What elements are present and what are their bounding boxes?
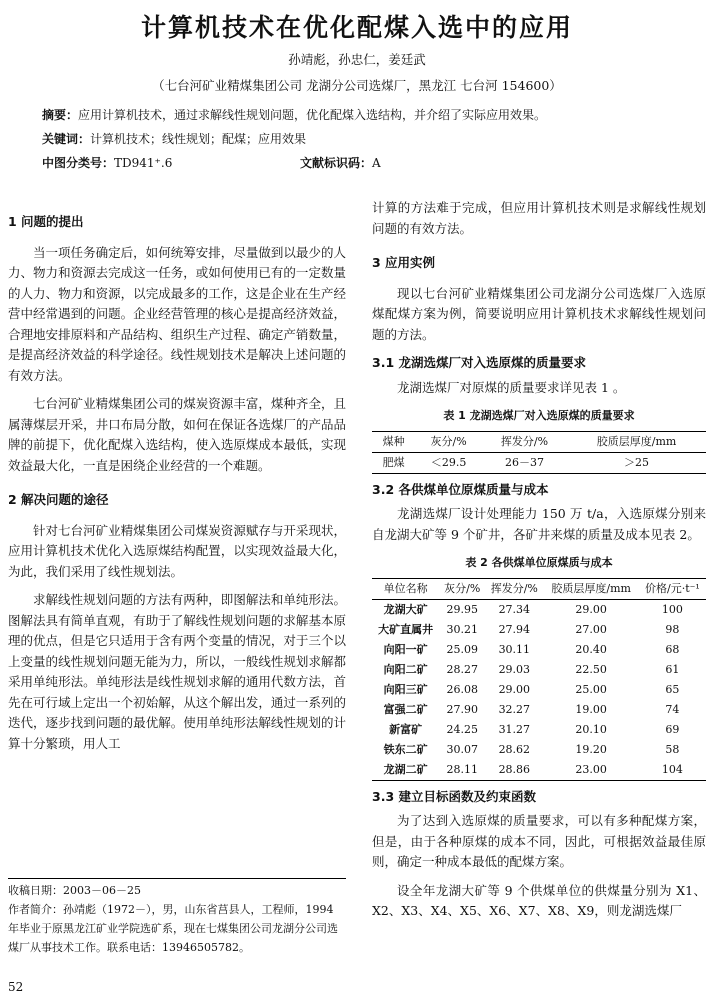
table-cell: ＜29.5 xyxy=(430,455,467,469)
continued-paragraph: 计算的方法难于完成，但应用计算机技术则是求解线性规划问题的有效方法。 xyxy=(372,200,706,236)
table-cell: 65 xyxy=(665,682,680,696)
table-cell: 27.90 xyxy=(446,702,478,716)
section-3-3-heading: 3.3 建立目标函数及约束函数 xyxy=(372,788,536,804)
section-1-heading: 1 问题的提出 xyxy=(8,214,84,229)
doc-code-value: A xyxy=(372,156,381,170)
unit-name-cell: 富强二矿 xyxy=(383,702,428,716)
table-cell: 30.21 xyxy=(446,622,478,636)
abstract-label: 摘要： xyxy=(42,108,79,122)
right-column xyxy=(372,198,706,930)
table-row xyxy=(372,620,706,640)
section-3-3-paragraph: 为了达到入选原煤的质量要求，可以有多种配煤方案，但是，由于各种原煤的成本不同，因此，可根据效益最佳原则，确定一种成本最低的配煤方案。 xyxy=(372,813,706,869)
keywords-text: 计算机技术；线性规划；配煤；应用效果 xyxy=(90,132,307,146)
affiliation: （七台河矿业精煤集团公司 龙湖分公司选煤厂，黑龙江 七台河 154600） xyxy=(152,78,562,93)
table-cell: 22.50 xyxy=(575,662,607,676)
table-cell: 25.09 xyxy=(446,642,478,656)
unit-name-cell: 新富矿 xyxy=(389,722,423,736)
table-cell: 28.11 xyxy=(446,762,478,776)
page-number: 52 xyxy=(8,980,24,994)
footnote xyxy=(8,878,346,957)
unit-name-cell: 龙湖二矿 xyxy=(383,762,428,776)
section-3-1-heading: 3.1 龙湖选煤厂对入选原煤的质量要求 xyxy=(372,355,586,370)
table-cell: 26－37 xyxy=(505,455,545,469)
table-cell: ＞25 xyxy=(624,455,650,469)
table-cell: 29.95 xyxy=(446,602,478,616)
table-header: 价格/元·t⁻¹ xyxy=(639,578,706,599)
table-cell: 31.27 xyxy=(498,722,531,736)
clc-label: 中图分类号： xyxy=(42,156,115,170)
table-cell: 19.00 xyxy=(575,702,607,716)
authors: 孙靖彪，孙忠仁，姜廷武 xyxy=(288,52,426,67)
table-cell: 74 xyxy=(665,702,680,716)
section-1-paragraph: 七台河矿业精煤集团公司的煤炭资源丰富，煤种齐全，且属薄煤层开采，井口布局分散，如何在保证各选煤厂的产品品牌的前提下，优化配煤入选结构，使入选原煤成本最低，实现效益最大化，一直是困绕企业经营的一个难题。 xyxy=(8,396,346,473)
table-cell: 28.27 xyxy=(446,662,478,676)
unit-name-cell: 向阳一矿 xyxy=(383,642,428,656)
doc-code-label: 文献标识码： xyxy=(299,156,372,170)
table-header: 灰分/% xyxy=(439,578,485,599)
unit-name-cell: 大矿直属井 xyxy=(378,622,434,636)
table-cell: 肥煤 xyxy=(382,455,405,469)
classification xyxy=(42,152,702,174)
table-cell: 69 xyxy=(665,722,680,736)
table-row xyxy=(372,720,706,740)
page-title: 计算机技术在优化配煤入选中的应用 xyxy=(140,13,573,42)
table-header: 挥发分/% xyxy=(482,431,567,452)
table-cell: 29.03 xyxy=(498,662,531,676)
table-cell: 25.00 xyxy=(575,682,607,696)
unit-name-cell: 龙湖大矿 xyxy=(383,602,428,616)
section-3-1-paragraph: 龙湖选煤厂对原煤的质量要求详见表 1 。 xyxy=(397,379,626,395)
author-bio: 作者简介：孙靖彪（1972－），男，山东省莒县人，工程师，1994 年毕业于原黑龙江矿业学院选矿系，现在七煤集团公司龙湖分公司选煤厂从事技术工作。联系电话：13946505782。 xyxy=(8,903,338,954)
unit-name-cell: 向阳二矿 xyxy=(383,662,428,676)
table-cell: 29.00 xyxy=(575,602,607,616)
table-cell: 58 xyxy=(665,742,680,756)
table-row xyxy=(372,660,706,680)
table-header: 挥发分/% xyxy=(485,578,543,599)
table-cell: 19.20 xyxy=(575,742,607,756)
table-cell: 104 xyxy=(661,762,683,776)
table-header: 单位名称 xyxy=(372,578,439,599)
left-column xyxy=(8,198,346,762)
table-header: 胶质层厚度/mm xyxy=(567,431,706,452)
unit-name-cell: 铁东二矿 xyxy=(383,742,428,756)
section-2-heading: 2 解决问题的途径 xyxy=(8,492,109,507)
section-3-2-paragraph: 龙湖选煤厂设计处理能力 150 万 t/a，入选原煤分别来自龙湖大矿等 9 个矿井，各矿井来煤的质量及成本见表 2。 xyxy=(372,506,706,542)
table-cell: 98 xyxy=(665,622,680,636)
table-cell: 26.08 xyxy=(446,682,478,696)
unit-name-cell: 向阳三矿 xyxy=(383,682,428,696)
abstract-text: 应用计算机技术，通过求解线性规划问题，优化配煤入选结构，并介绍了实际应用效果。 xyxy=(78,108,547,122)
table-cell: 28.62 xyxy=(498,742,531,756)
table-cell: 30.07 xyxy=(446,742,478,756)
table-row xyxy=(372,740,706,760)
table-cell: 100 xyxy=(661,602,683,616)
table-cell: 30.11 xyxy=(498,642,531,656)
section-2-paragraph: 求解线性规划问题的方法有两种，即图解法和单纯形法。图解法具有简单直观，有助于了解线性规划问题的求解基本原理的优点，但是它只适用于含有两个变量的情况，对于三个以上变量的线性规划问题无能为力，所以，一般线性规划求解都采用单纯形法。单纯形法是线性规划求解的通用代数方法，首先在可行域上定出一个初始解，从这个解出发，通过一系列的迭代，逐步找到问题的最优解。使用单纯形法解线性规划的计算十分繁琐，用人工 xyxy=(8,592,346,751)
table-cell: 20.10 xyxy=(575,722,607,736)
table-cell: 20.40 xyxy=(575,642,607,656)
table-1 xyxy=(372,431,706,474)
section-3-3-paragraph: 设全年龙湖大矿等 9 个供煤单位的供煤量分别为 X1、X2、X3、X4、X5、X6、X7、X8、X9，则龙湖选煤厂 xyxy=(372,882,706,918)
table-cell: 29.00 xyxy=(498,682,531,696)
section-2-paragraph: 针对七台河矿业精煤集团公司煤炭资源赋存与开采现状，应用计算机技术优化入选原煤结构配置，以实现效益最大化，为此，我们采用了线性规划法。 xyxy=(8,522,346,579)
table-row xyxy=(372,640,706,660)
table-row xyxy=(372,599,706,620)
table-row xyxy=(372,452,706,473)
table-cell: 68 xyxy=(665,642,680,656)
table-row xyxy=(372,680,706,700)
keywords xyxy=(42,128,702,150)
table-2-body xyxy=(372,599,706,780)
section-3-heading: 3 应用实例 xyxy=(372,255,436,270)
table-cell: 32.27 xyxy=(498,702,531,716)
table-cell: 61 xyxy=(665,662,680,676)
keywords-label: 关键词： xyxy=(42,132,91,146)
table-cell: 23.00 xyxy=(575,762,607,776)
section-3-2-heading: 3.2 各供煤单位原煤质量与成本 xyxy=(372,481,549,497)
table-cell: 27.94 xyxy=(498,622,531,636)
table-2-caption: 表 2 各供煤单位原煤质与成本 xyxy=(465,556,613,569)
table-cell: 27.34 xyxy=(498,602,531,616)
table-header: 胶质层厚度/mm xyxy=(544,578,639,599)
received-date: 收稿日期：2003－06－25 xyxy=(8,884,141,897)
table-cell: 28.86 xyxy=(498,762,531,776)
section-1-paragraph: 当一项任务确定后，如何统筹安排，尽量做到以最少的人力、物力和资源去完成这一任务，或如何使用已有的一定数量的人力、物力和资源，以完成最多的工作，这是企业在生产经营中经常遇到的问题。企业经营管理的核心是提高经济效益，合理地安排原料和产品结构、组织生产过程、确定产销数量，是提高经济效益的科学途径。线性规划技术是解决上述问题的有效方法。 xyxy=(8,244,346,383)
table-header: 灰分/% xyxy=(415,431,482,452)
section-3-paragraph: 现以七台河矿业精煤集团公司龙湖分公司选煤厂入选原煤配煤方案为例，简要说明应用计算机技术求解线性规划问题的方法。 xyxy=(372,285,706,342)
table-1-caption: 表 1 龙湖选煤厂对入选原煤的质量要求 xyxy=(443,409,635,422)
table-row xyxy=(372,700,706,720)
table-row xyxy=(372,760,706,781)
abstract xyxy=(42,104,702,126)
table-cell: 27.00 xyxy=(575,622,607,636)
table-2 xyxy=(372,578,706,781)
table-header: 煤种 xyxy=(372,431,415,452)
table-cell: 24.25 xyxy=(446,722,478,736)
clc-value: TD941⁺.6 xyxy=(114,156,173,170)
